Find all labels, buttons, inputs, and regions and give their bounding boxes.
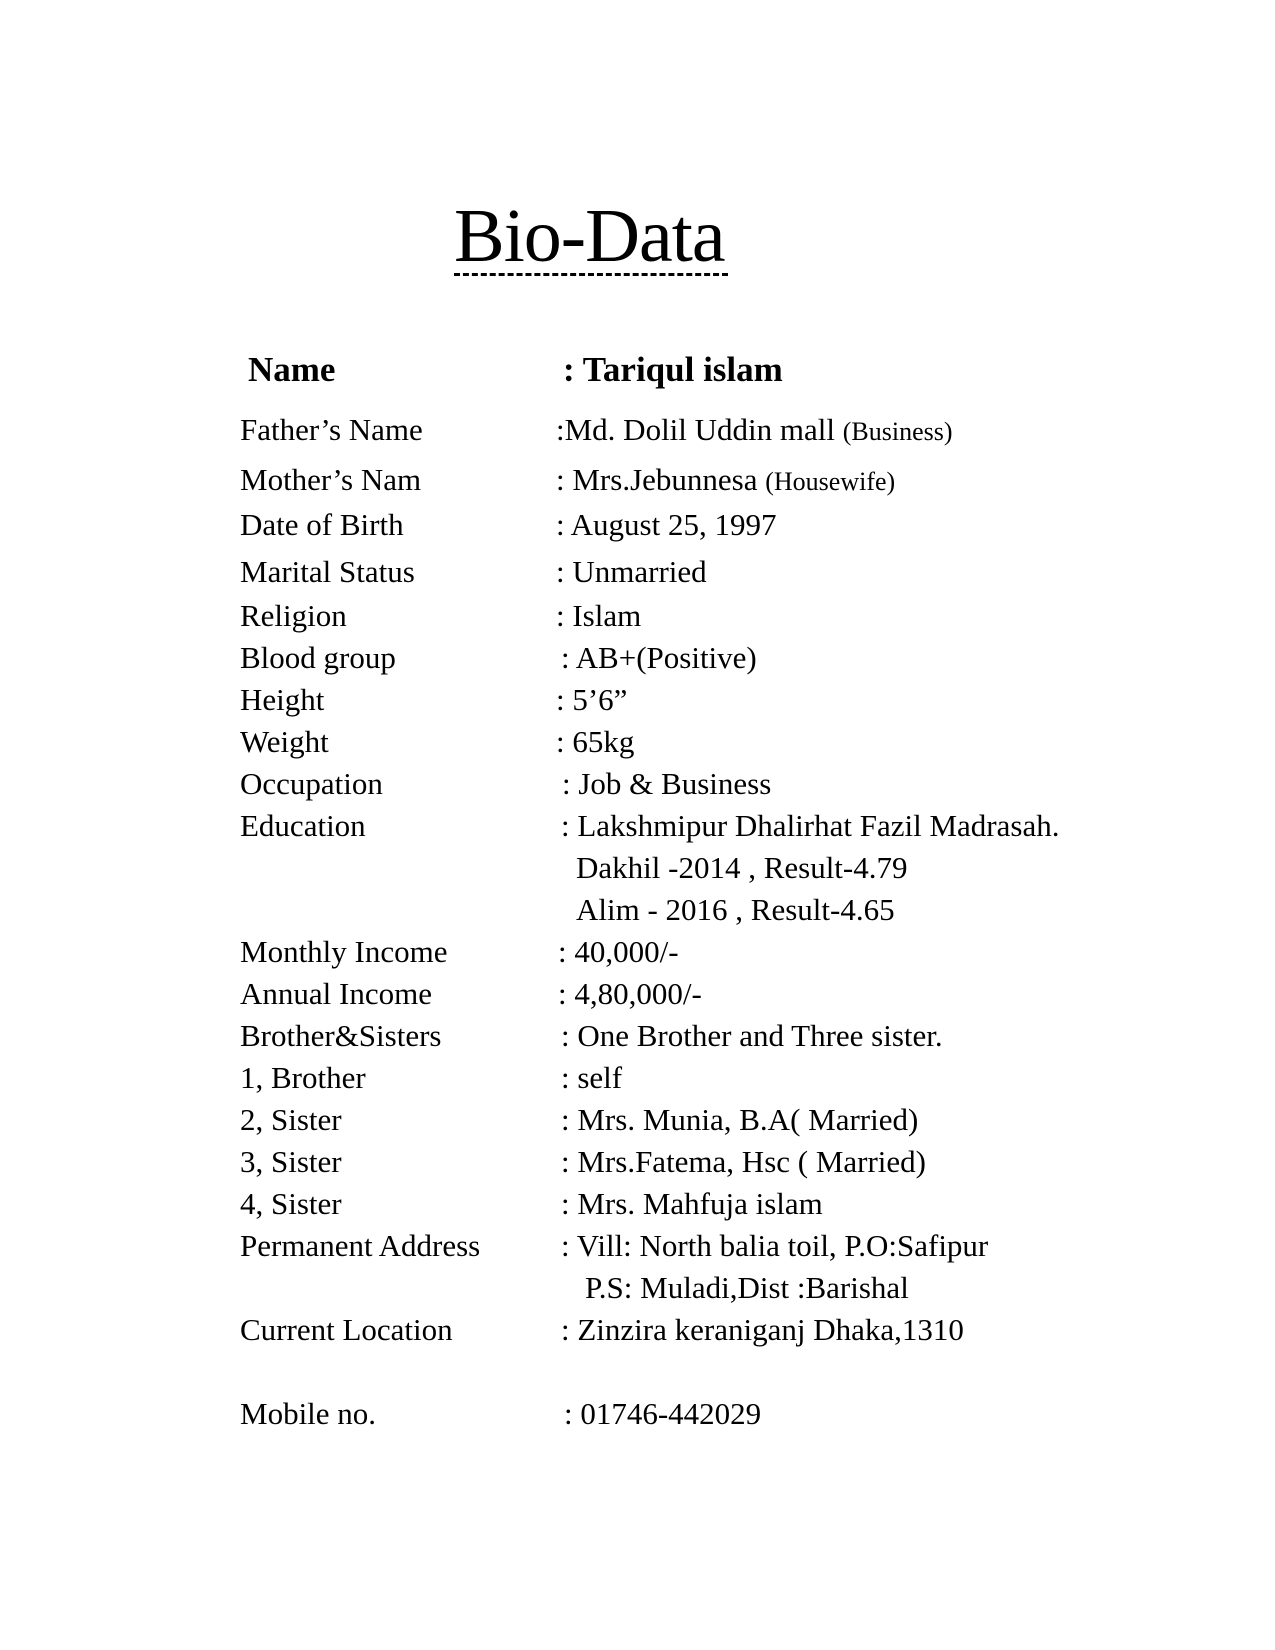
value-sibling-1: : self (561, 1060, 623, 1095)
value-name: : Tariqul islam (563, 350, 783, 389)
label-occupation: Occupation (240, 766, 383, 801)
label-weight: Weight (240, 724, 329, 759)
value-education-alim: Alim - 2016 , Result-4.65 (576, 892, 895, 927)
label-sibling-1: 1, Brother (240, 1060, 366, 1095)
label-annual-income: Annual Income (240, 976, 432, 1011)
value-mother-name (556, 464, 895, 495)
value-mother-occupation: (Housewife) (765, 467, 896, 496)
value-current-location: : Zinzira keraniganj Dhaka,1310 (561, 1312, 964, 1347)
label-marital-status: Marital Status (240, 554, 415, 589)
value-monthly-income: : 40,000/- (558, 934, 679, 969)
value-siblings: : One Brother and Three sister. (561, 1018, 943, 1053)
value-sibling-2: : Mrs. Munia, B.A( Married) (561, 1102, 919, 1137)
label-monthly-income: Monthly Income (240, 934, 448, 969)
label-religion: Religion (240, 598, 347, 633)
label-sibling-3: 3, Sister (240, 1144, 342, 1179)
value-education-dakhil: Dakhil -2014 , Result-4.79 (576, 850, 908, 885)
label-mobile: Mobile no. (240, 1396, 377, 1431)
label-name: Name (248, 350, 336, 389)
value-date-of-birth: : August 25, 1997 (556, 507, 777, 542)
label-sibling-2: 2, Sister (240, 1102, 342, 1137)
label-sibling-4: 4, Sister (240, 1186, 342, 1221)
label-siblings: Brother&Sisters (240, 1018, 442, 1053)
value-sibling-4: : Mrs. Mahfuja islam (561, 1186, 823, 1221)
value-occupation: : Job & Business (562, 766, 772, 801)
value-weight: : 65kg (556, 724, 635, 759)
value-permanent-address-line2: P.S: Muladi,Dist :Barishal (585, 1270, 909, 1305)
value-sibling-3: : Mrs.Fatema, Hsc ( Married) (561, 1144, 927, 1179)
value-education: : Lakshmipur Dhalirhat Fazil Madrasah. (561, 808, 1060, 843)
label-permanent-address: Permanent Address (240, 1228, 481, 1263)
value-father-occupation: (Business) (842, 417, 953, 446)
value-blood-group: : AB+(Positive) (561, 640, 757, 675)
page-title: Bio-Data (454, 194, 725, 278)
label-blood-group: Blood group (240, 640, 396, 675)
value-marital-status: : Unmarried (556, 554, 707, 589)
label-education: Education (240, 808, 366, 843)
value-height: : 5’6” (556, 682, 628, 717)
value-annual-income: : 4,80,000/- (558, 976, 702, 1011)
label-date-of-birth: Date of Birth (240, 507, 404, 542)
value-father-name (556, 414, 953, 445)
label-current-location: Current Location (240, 1312, 453, 1347)
value-mother-name-text: : Mrs.Jebunnesa (556, 462, 758, 497)
label-mother-name: Mother’s Nam (240, 462, 422, 497)
value-father-name-text: :Md. Dolil Uddin mall (556, 412, 835, 447)
value-mobile: : 01746-442029 (564, 1396, 762, 1431)
value-permanent-address: : Vill: North balia toil, P.O:Safipur (561, 1228, 989, 1263)
value-religion: : Islam (556, 598, 642, 633)
label-height: Height (240, 682, 325, 717)
label-father-name: Father’s Name (240, 412, 423, 447)
title-underline (454, 273, 728, 276)
